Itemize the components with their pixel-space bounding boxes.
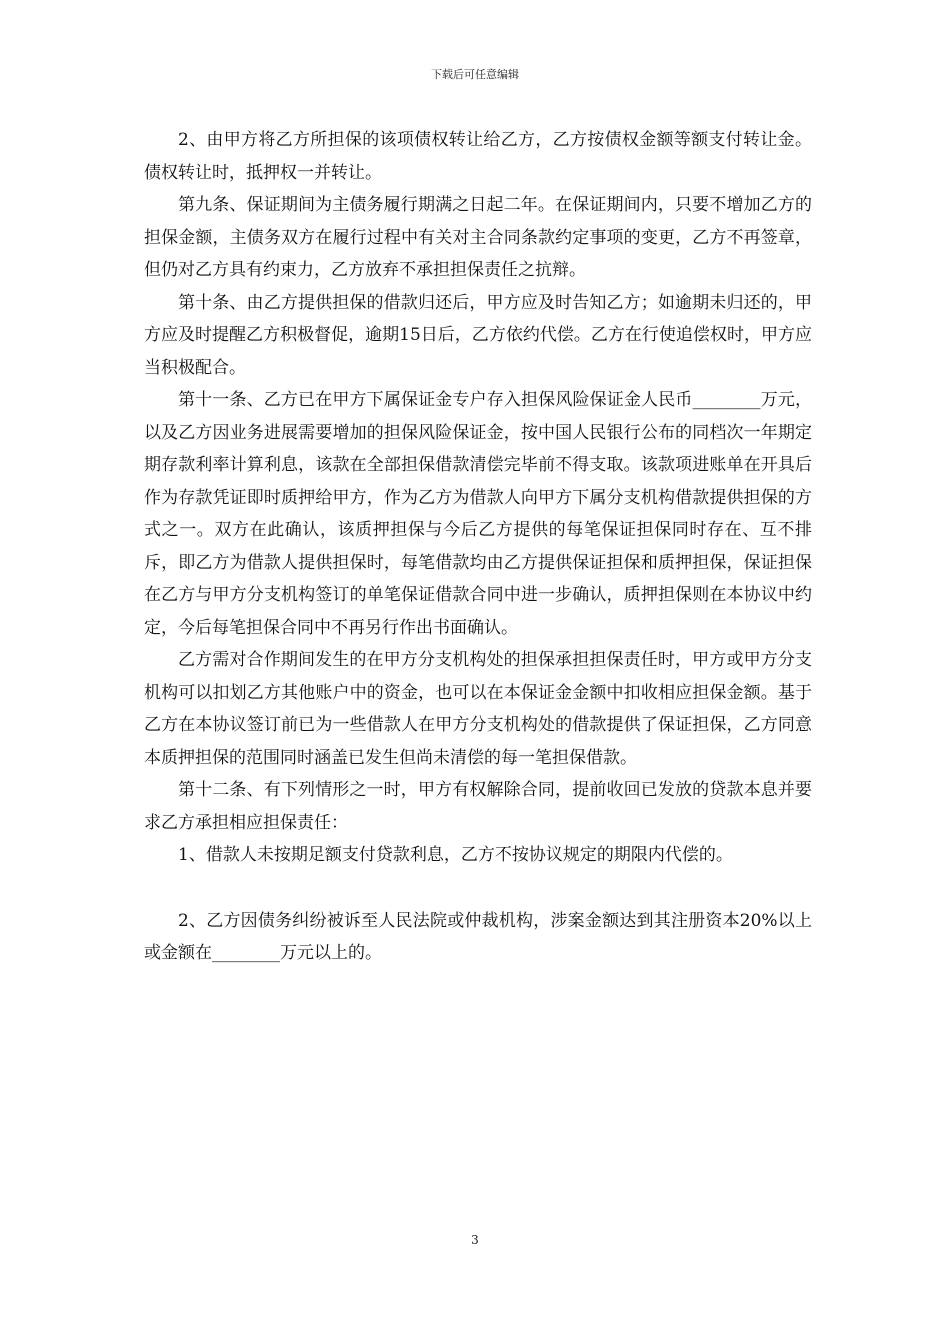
paragraph-clause-12: 第十二条、有下列情形之一时，甲方有权解除合同，提前收回已发放的贷款本息并要求乙方承担相应担保责任： [144,780,812,833]
paragraph-clause-12-item-2: 2、乙方因债务纠纷被诉至人民法院或仲裁机构，涉案金额达到其注册资本20%以上或金额在________万元以上的。 [144,910,812,963]
paragraph-clause-10: 第十条、由乙方提供担保的借款归还后，甲方应及时告知乙方；如逾期未归还的，甲方应及时提醒乙方积极督促，逾期15日后，乙方依约代偿。乙方在行使追偿权时，甲方应当积极配合。 [144,292,812,378]
page-header: 下载后可任意编辑 [431,68,519,81]
paragraph-clause-9: 第九条、保证期间为主债务履行期满之日起二年。在保证期间内，只要不增加乙方的担保金额，主债务双方在履行过程中有关对主合同条款约定事项的变更，乙方不再签章，但仍对乙方具有约束力，乙方放弃不承担担保责任之抗辩。 [144,195,812,280]
document-body [144,124,812,970]
paragraph-clause-12-item-1: 1、借款人未按期足额支付贷款利息，乙方不按协议规定的期限内代偿的。 [178,845,733,865]
page-number: 3 [471,1233,479,1247]
paragraph-clause-11-continued: 乙方需对合作期间发生的在甲方分支机构处的担保承担担保责任时，甲方或甲方分支机构可以扣划乙方其他账户中的资金，也可以在本保证金金额中扣收相应担保金额。基于乙方在本协议签订前已为一些借款人在甲方分支机构处的借款提供了保证担保，乙方同意本质押担保的范围同时涵盖已发生但尚未清偿的每一笔担保借款。 [144,650,812,768]
paragraph-clause-8-item-2: 2、由甲方将乙方所担保的该项债权转让给乙方，乙方按债权金额等额支付转让金。债权转让时，抵押权一并转让。 [144,130,812,183]
paragraph-clause-11: 第十一条、乙方已在甲方下属保证金专户存入担保风险保证金人民币________万元，以及乙方因业务进展需要增加的担保风险保证金，按中国人民银行公布的同档次一年期定期存款利率计算利息，该款在全部担保借款清偿完毕前不得支取。该款项进账单在开具后作为存款凭证即时质押给甲方，作为乙方为借款人向甲方下属分支机构借款提供担保的方式之一。双方在此确认，该质押担保与今后乙方提供的每笔保证担保同时存在、互不排斥，即乙方为借款人提供担保时，每笔借款均由乙方提供保证担保和质押担保，保证担保在乙方与甲方分支机构签订的单笔保证借款合同中进一步确认，质押担保则在本协议中约定，今后每笔担保合同中不再另行作出书面确认。 [144,390,812,638]
